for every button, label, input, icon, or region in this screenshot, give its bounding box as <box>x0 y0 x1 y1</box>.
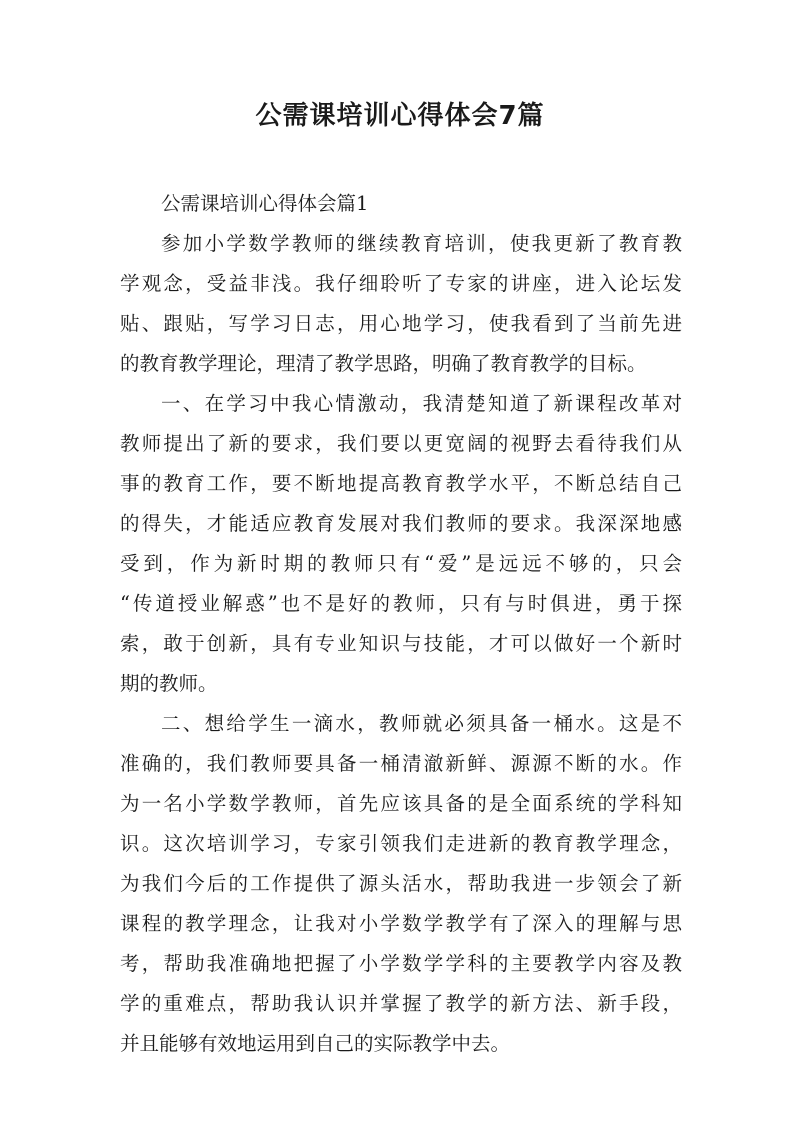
document-title: 公需课培训心得体会7篇 <box>255 101 545 131</box>
paragraph <box>120 704 682 1064</box>
paragraph-line: 识。这次培训学习，专家引领我们走进新的教育教学理念， <box>120 832 682 855</box>
paragraph-line: 的教育教学理论，理清了教学思路，明确了教育教学的目标。 <box>120 352 647 375</box>
paragraph-line: 的得失，才能适应教育发展对我们教师的要求。我深深地感 <box>120 512 682 535</box>
paragraph-line: 教师提出了新的要求，我们要以更宽阔的视野去看待我们从 <box>120 432 682 455</box>
paragraph-line: 为一名小学数学教师，首先应该具备的是全面系统的学科知 <box>120 792 682 815</box>
paragraph-line: 贴、跟贴，写学习日志，用心地学习，使我看到了当前先进 <box>120 312 682 335</box>
paragraph-line: 课程的教学理念，让我对小学数学教学有了深入的理解与思 <box>120 912 682 935</box>
section-heading: 公需课培训心得体会篇1 <box>161 192 369 215</box>
paragraph-line: 期的教师。 <box>120 672 218 695</box>
paragraph-line: 一、在学习中我心情激动，我清楚知道了新课程改革对 <box>161 392 682 415</box>
paragraph <box>120 224 682 384</box>
paragraph-line: 事的教育工作，要不断地提高教育教学水平，不断总结自己 <box>120 472 682 495</box>
paragraph-line: 为我们今后的工作提供了源头活水，帮助我进一步领会了新 <box>120 872 682 895</box>
paragraph-line: 二、想给学生一滴水，教师就必须具备一桶水。这是不 <box>161 712 682 735</box>
paragraph-line: 受到，作为新时期的教师只有“爱”是远远不够的，只会 <box>120 552 682 575</box>
document-body <box>120 184 682 1064</box>
paragraph-line: 索，敢于创新，具有专业知识与技能，才可以做好一个新时 <box>120 632 682 655</box>
paragraph-line: 学观念，受益非浅。我仔细聆听了专家的讲座，进入论坛发 <box>120 272 682 295</box>
paragraph <box>120 384 682 704</box>
paragraph-line: 参加小学数学教师的继续教育培训，使我更新了教育教 <box>161 232 682 255</box>
paragraph-line: “传道授业解惑”也不是好的教师，只有与时俱进，勇于探 <box>120 592 682 615</box>
paragraph-line: 准确的，我们教师要具备一桶清澈新鲜、源源不断的水。作 <box>120 752 682 775</box>
paragraph-line: 学的重难点，帮助我认识并掌握了教学的新方法、新手段， <box>120 992 682 1015</box>
paragraph-line: 并且能够有效地运用到自己的实际教学中去。 <box>120 1032 511 1055</box>
paragraph-line: 考，帮助我准确地把握了小学数学学科的主要教学内容及教 <box>120 952 682 975</box>
